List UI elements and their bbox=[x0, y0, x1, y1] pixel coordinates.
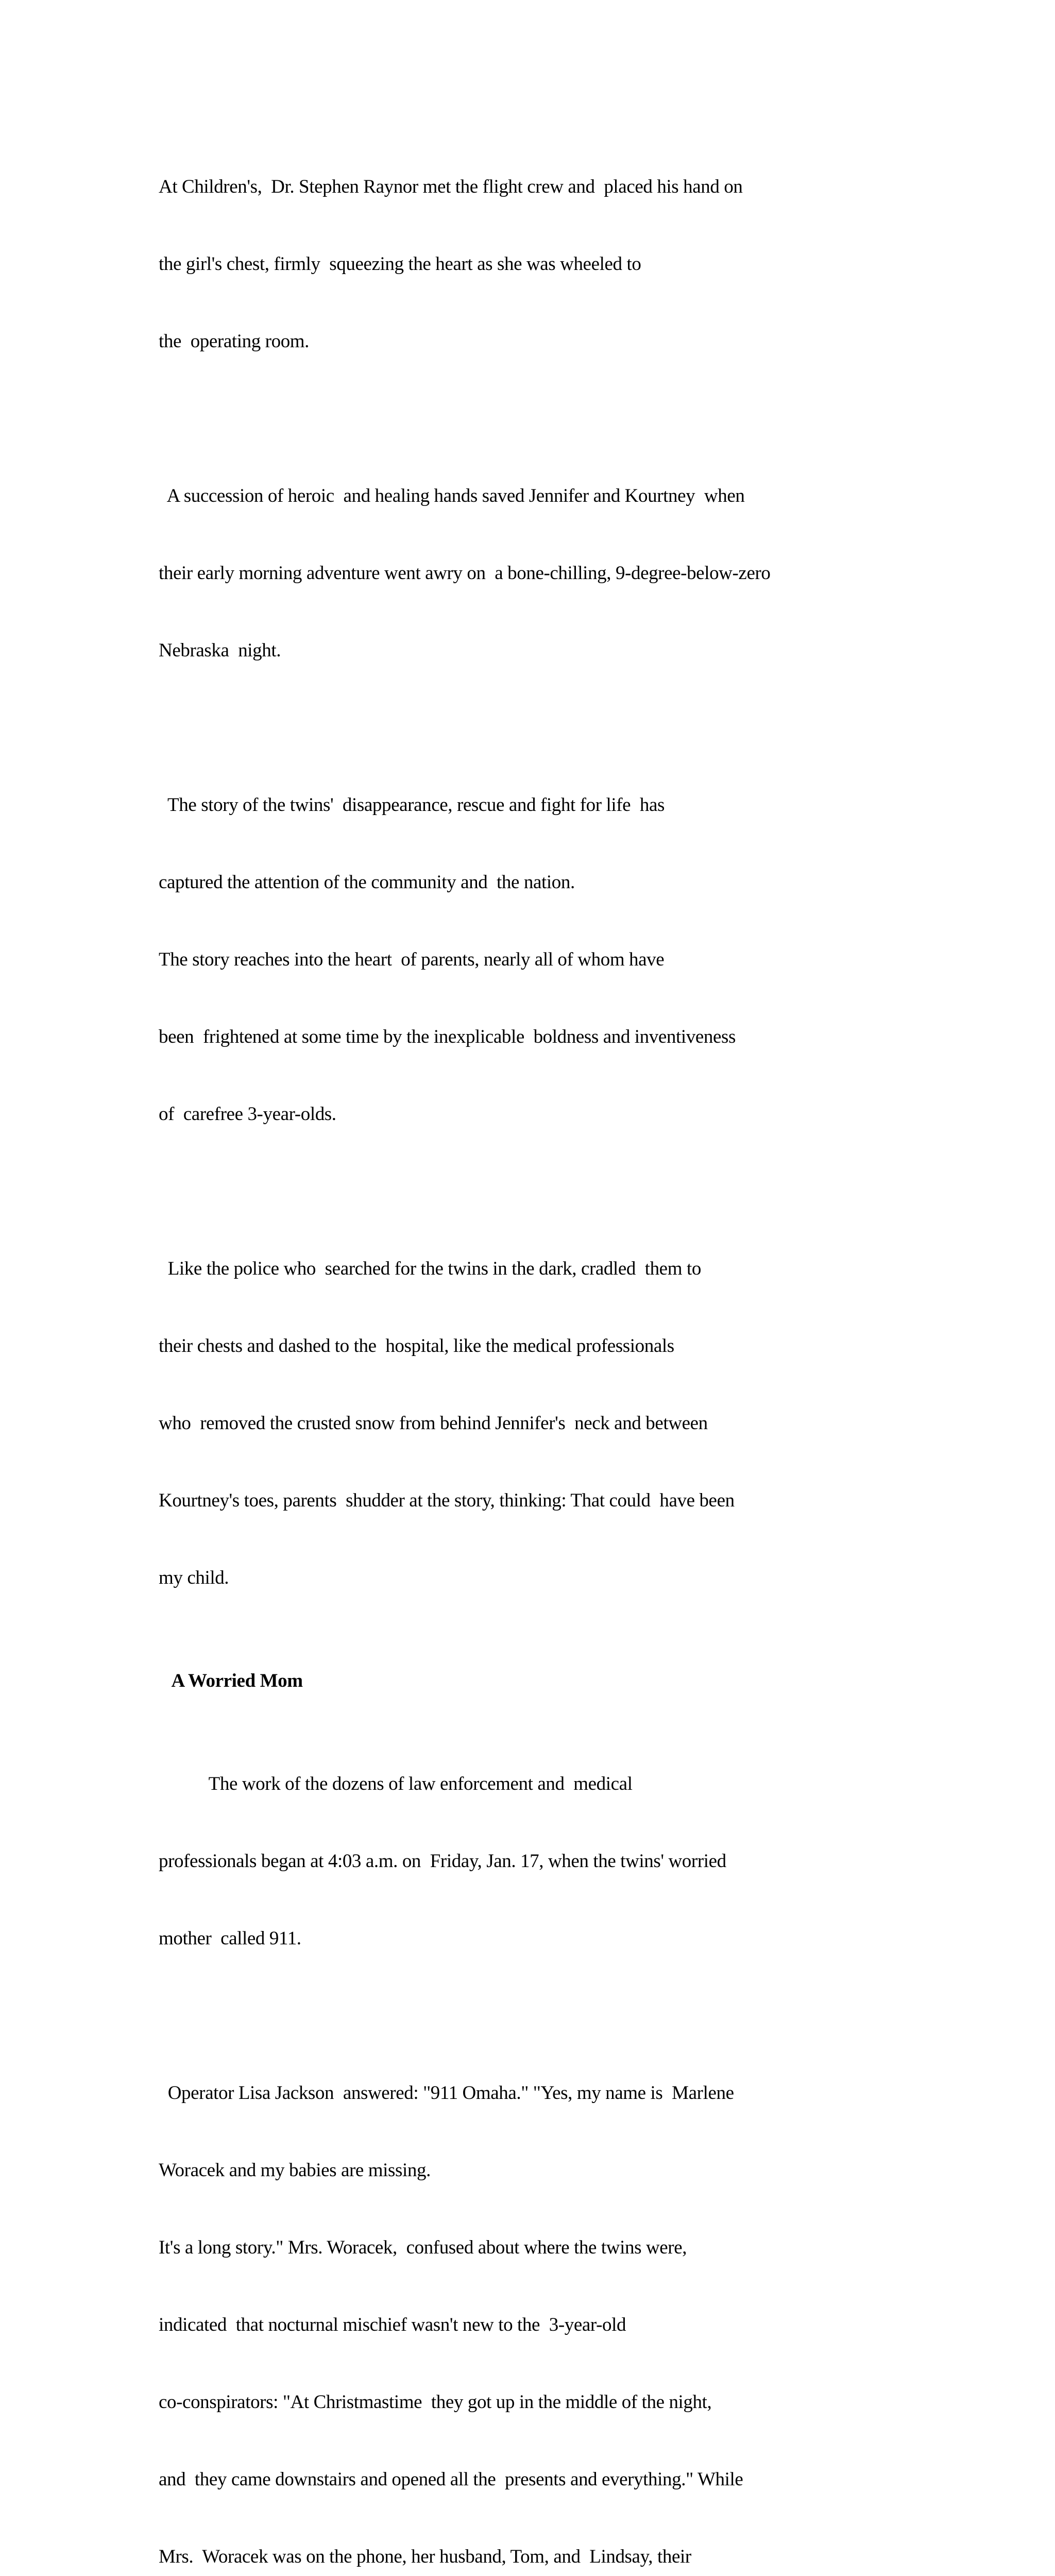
text-line: The work of the dozens of law enforcement and medical bbox=[159, 1773, 633, 1794]
text-line: mother called 911. bbox=[159, 1928, 301, 1949]
document-body bbox=[159, 123, 983, 2576]
text-line: captured the attention of the community and the nation. bbox=[159, 872, 575, 893]
text-line: The story reaches into the heart of parents, nearly all of whom have bbox=[159, 949, 665, 970]
text-line: Nebraska night. bbox=[159, 640, 281, 661]
text-line: A succession of heroic and healing hands saved Jennifer and Kourtney when bbox=[159, 485, 745, 506]
text-line: Operator Lisa Jackson answered: "911 Omaha." "Yes, my name is Marlene bbox=[159, 2082, 734, 2104]
text-line: the girl's chest, firmly squeezing the heart as she was wheeled to bbox=[159, 253, 641, 275]
paragraph-work-of-dozens bbox=[159, 1720, 983, 2003]
text-line: of carefree 3-year-olds. bbox=[159, 1104, 336, 1125]
text-line: co-conspirators: "At Christmastime they got up in the middle of the night, bbox=[159, 2392, 712, 2413]
text-line: their early morning adventure went awry on a bone-chilling, 9-degree-below-zero bbox=[159, 563, 771, 584]
text-line: and they came downstairs and opened all the presents and everything." While bbox=[159, 2469, 743, 2490]
text-line: indicated that nocturnal mischief wasn't new to the 3-year-old bbox=[159, 2314, 626, 2335]
text-line: the operating room. bbox=[159, 331, 310, 352]
text-line: been frightened at some time by the inexplicable boldness and inventiveness bbox=[159, 1026, 736, 1047]
text-line: The story of the twins' disappearance, rescue and fight for life has bbox=[159, 794, 665, 816]
text-line: At Children's, Dr. Stephen Raynor met the flight crew and placed his hand on bbox=[159, 176, 743, 197]
text-line: It's a long story." Mrs. Woracek, confused about where the twins were, bbox=[159, 2237, 687, 2258]
text-line: Like the police who searched for the twins in the dark, cradled them to bbox=[159, 1258, 701, 1279]
text-line: professionals began at 4:03 a.m. on Friday, Jan. 17, when the twins' worried bbox=[159, 1851, 726, 1872]
text-line: their chests and dashed to the hospital, like the medical professionals bbox=[159, 1335, 674, 1357]
text-line: Mrs. Woracek was on the phone, her husband, Tom, and Lindsay, their bbox=[159, 2546, 691, 2567]
paragraph-operator-call bbox=[159, 2029, 983, 2576]
text-line: Kourtney's toes, parents shudder at the story, thinking: That could have been bbox=[159, 1490, 735, 1511]
paragraph-childrens-hospital bbox=[159, 123, 983, 406]
paragraph-story-of-twins bbox=[159, 741, 983, 1179]
text-line: who removed the crusted snow from behind Jennifer's neck and between bbox=[159, 1413, 708, 1434]
section-heading: A Worried Mom bbox=[159, 1670, 303, 1691]
paragraph-like-the-police bbox=[159, 1205, 983, 1642]
text-line: Woracek and my babies are missing. bbox=[159, 2160, 431, 2181]
text-line: my child. bbox=[159, 1567, 229, 1588]
paragraph-heroic-hands bbox=[159, 432, 983, 715]
